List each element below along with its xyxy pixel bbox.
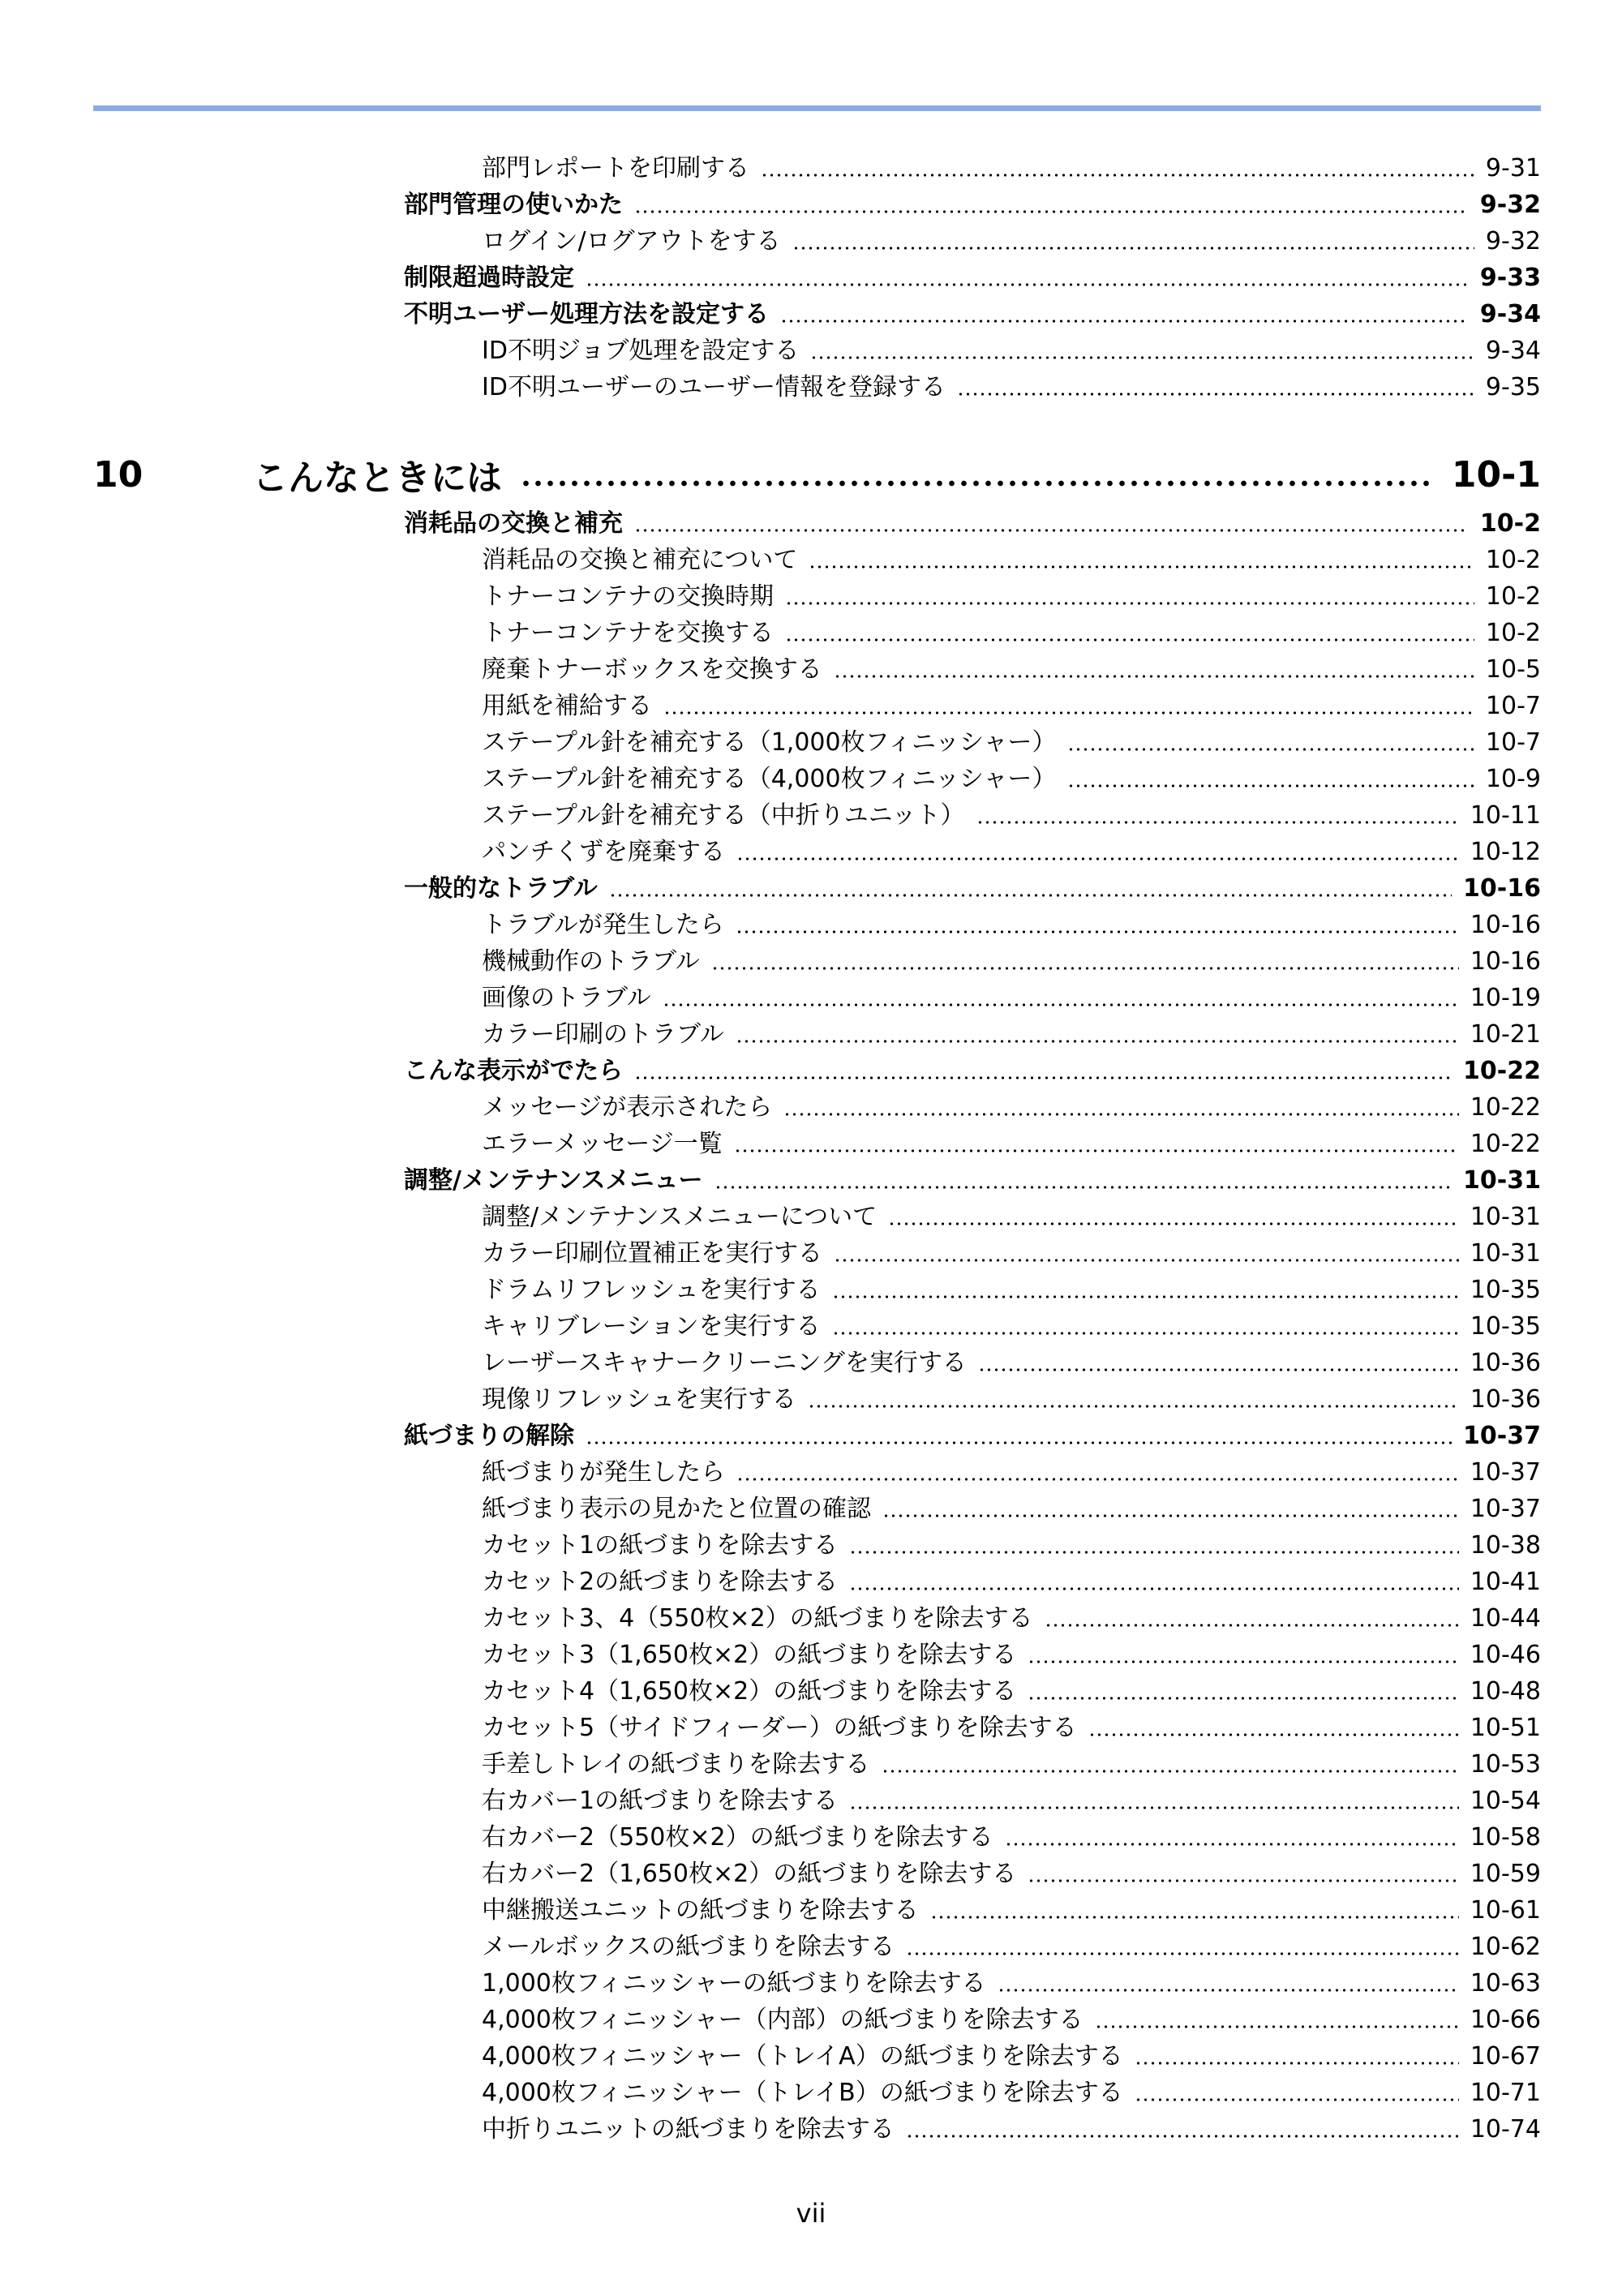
toc-entry[interactable] <box>482 2041 1541 2073</box>
dot-leader <box>711 966 1459 971</box>
toc-entry[interactable] <box>482 1311 1541 1343</box>
dot-leader <box>1088 1732 1459 1737</box>
toc-entry-title: 調整/メンテナンスメニューについて <box>482 1203 878 1231</box>
toc-entry-page: 10-41 <box>1470 1568 1541 1596</box>
dot-leader <box>930 1915 1459 1920</box>
chapter-page-number: 10-1 <box>1451 453 1541 496</box>
toc-entry-page: 9-33 <box>1479 264 1541 292</box>
dot-leader <box>609 893 1452 898</box>
dot-leader <box>1045 1623 1459 1628</box>
toc-entry-page: 10-36 <box>1470 1349 1541 1377</box>
toc-entry-title: 4,000枚フィニッシャー（内部）の紙づまりを除去する <box>482 2006 1083 2034</box>
dot-leader <box>888 1221 1459 1226</box>
toc-entry-title: トナーコンテナの交換時期 <box>482 582 774 611</box>
dot-leader <box>783 1112 1459 1117</box>
toc-entry-page: 10-31 <box>1470 1203 1541 1231</box>
toc-entry-title: 部門管理の使いかた <box>404 191 623 219</box>
toc-entry-page: 10-37 <box>1463 1422 1541 1450</box>
toc-entry-page: 10-37 <box>1470 1458 1541 1487</box>
dot-leader <box>736 1477 1459 1482</box>
toc-entry-title: 廃棄トナーボックスを交換する <box>482 655 822 684</box>
toc-entry[interactable] <box>482 225 1541 258</box>
toc-entry-title: ログイン/ログアウトをする <box>482 227 781 255</box>
dot-leader <box>1135 2061 1459 2066</box>
toc-entry[interactable] <box>482 946 1541 978</box>
toc-entry-title: 用紙を補給する <box>482 692 652 720</box>
toc-entry-title: メッセージが表示されたら <box>482 1093 773 1122</box>
toc-entry-title: エラーメッセージ一覧 <box>482 1130 723 1158</box>
toc-entry[interactable] <box>482 2114 1541 2146</box>
toc-entry[interactable] <box>482 1530 1541 1562</box>
toc-entry[interactable] <box>404 1055 1541 1088</box>
dot-leader <box>1028 1659 1459 1664</box>
toc-entry-title: 中折りユニットの紙づまりを除去する <box>482 2115 895 2144</box>
dot-leader <box>761 173 1474 178</box>
toc-entry-title: メールボックスの紙づまりを除去する <box>482 1933 895 1961</box>
toc-entry-page: 10-37 <box>1470 1495 1541 1523</box>
toc-entry-page: 10-31 <box>1463 1166 1541 1195</box>
dot-leader <box>882 1513 1459 1518</box>
dot-leader <box>832 1294 1459 1299</box>
toc-entry-title: こんな表示がでたら <box>404 1057 623 1085</box>
toc-entry-title: ID不明ユーザーのユーザー情報を登録する <box>482 373 946 401</box>
toc-entry-page: 10-44 <box>1470 1604 1541 1633</box>
dot-leader <box>1028 1878 1459 1883</box>
toc-entry-page: 10-9 <box>1485 765 1541 793</box>
dot-leader <box>780 319 1469 324</box>
toc-entry-title: 1,000枚フィニッシャーの紙づまりを除去する <box>482 1969 986 1998</box>
toc-entry-title: 紙づまりが発生したら <box>482 1458 725 1487</box>
chapter-title: こんなときには <box>252 457 502 499</box>
toc-entry[interactable] <box>482 1384 1541 1416</box>
toc-entry-title: カラー印刷のトラブル <box>482 1020 724 1049</box>
toc-entry-page: 10-53 <box>1470 1750 1541 1779</box>
toc-entry-page: 9-31 <box>1485 154 1541 182</box>
toc-entry[interactable] <box>482 1895 1541 1927</box>
toc-entry[interactable] <box>482 1274 1541 1307</box>
dot-leader <box>832 1331 1459 1336</box>
dot-leader <box>882 1769 1459 1774</box>
toc-entry[interactable] <box>482 2077 1541 2109</box>
toc-entry-page: 9-35 <box>1485 373 1541 401</box>
toc-entry-page: 10-2 <box>1485 546 1541 574</box>
toc-entry-page: 10-12 <box>1470 838 1541 866</box>
dot-leader <box>586 1440 1452 1445</box>
toc-entry[interactable] <box>482 654 1541 686</box>
toc-entry-title: 手差しトレイの紙づまりを除去する <box>482 1750 870 1779</box>
toc-entry-title: ステープル針を補充する（4,000枚フィニッシャー） <box>482 765 1057 793</box>
toc-entry[interactable] <box>482 800 1541 832</box>
toc-entry[interactable] <box>482 1457 1541 1489</box>
toc-entry[interactable] <box>404 1165 1541 1197</box>
toc-entry-title: トナーコンテナを交換する <box>482 619 774 647</box>
dot-leader <box>1095 2024 1459 2029</box>
toc-entry-title: 紙づまり表示の見かたと位置の確認 <box>482 1495 871 1523</box>
dot-leader <box>834 1258 1459 1263</box>
dot-leader <box>906 2134 1459 2139</box>
dot-leader <box>714 1185 1452 1190</box>
toc-entry-title: キャリブレーションを実行する <box>482 1312 821 1341</box>
toc-entry[interactable] <box>404 262 1541 294</box>
toc-entry-title: カセット3、4（550枚×2）の紙づまりを除去する <box>482 1604 1033 1633</box>
toc-entry-title: 中継搬送ユニットの紙づまりを除去する <box>482 1896 919 1925</box>
toc-entry-title: 右カバー1の紙づまりを除去する <box>482 1787 839 1815</box>
toc-entry[interactable] <box>482 1785 1541 1817</box>
toc-entry[interactable] <box>482 1019 1541 1051</box>
toc-entry-page: 10-11 <box>1470 801 1541 830</box>
dot-leader <box>906 1951 1459 1956</box>
toc-entry-title: ID不明ジョブ処理を設定する <box>482 337 800 365</box>
toc-entry-title: 消耗品の交換と補充 <box>404 509 623 538</box>
dot-leader <box>810 355 1474 360</box>
dot-leader <box>663 710 1474 715</box>
toc-entry-title: カセット4（1,650枚×2）の紙づまりを除去する <box>482 1677 1017 1706</box>
dot-leader <box>736 929 1459 934</box>
toc-entry[interactable] <box>404 298 1541 331</box>
toc-entry[interactable] <box>482 836 1541 869</box>
dot-leader <box>808 1404 1459 1409</box>
toc-entry[interactable] <box>482 1931 1541 1963</box>
toc-entry-page: 10-16 <box>1463 874 1541 903</box>
toc-entry-page: 10-48 <box>1470 1677 1541 1706</box>
dot-leader <box>834 674 1474 679</box>
toc-entry-title: 現像リフレッシュを実行する <box>482 1385 796 1414</box>
toc-entry-title: 部門レポートを印刷する <box>482 154 749 182</box>
toc-entry[interactable] <box>482 1749 1541 1781</box>
toc-entry[interactable] <box>482 1201 1541 1234</box>
toc-entry-page: 10-22 <box>1470 1130 1541 1158</box>
toc-entry[interactable] <box>482 1092 1541 1124</box>
toc-entry[interactable] <box>482 982 1541 1015</box>
toc-entry[interactable] <box>482 1968 1541 2000</box>
toc-entry-title: ドラムリフレッシュを実行する <box>482 1276 821 1304</box>
toc-entry-page: 10-7 <box>1485 728 1541 757</box>
dot-leader <box>785 601 1474 606</box>
toc-entry-page: 10-36 <box>1470 1385 1541 1414</box>
toc-entry[interactable] <box>482 1712 1541 1745</box>
toc-entry-page: 10-5 <box>1485 655 1541 684</box>
toc-entry-page: 10-7 <box>1485 692 1541 720</box>
page-footer-number: vii <box>796 2198 826 2229</box>
dot-leader <box>634 1075 1452 1080</box>
toc-entry-page: 10-62 <box>1470 1933 1541 1961</box>
dot-leader <box>849 1805 1459 1810</box>
toc-entry[interactable] <box>482 1347 1541 1380</box>
toc-entry-page: 9-32 <box>1479 191 1541 219</box>
toc-entry-page: 10-2 <box>1485 619 1541 647</box>
dot-leader <box>809 564 1474 569</box>
toc-entry[interactable] <box>482 1238 1541 1270</box>
toc-entry-page: 10-35 <box>1470 1276 1541 1304</box>
toc-entry-page: 10-31 <box>1470 1239 1541 1268</box>
toc-entry-title: 画像のトラブル <box>482 984 651 1012</box>
dot-leader <box>634 209 1469 214</box>
toc-entry-title: ステープル針を補充する（1,000枚フィニッシャー） <box>482 728 1057 757</box>
toc-entry-page: 9-32 <box>1485 227 1541 255</box>
toc-entry-page: 10-58 <box>1470 1823 1541 1852</box>
toc-entry-title: パンチくずを廃棄する <box>482 838 725 866</box>
toc-entry-page: 10-61 <box>1470 1896 1541 1925</box>
toc-entry-title: トラブルが発生したら <box>482 911 724 939</box>
toc-entry-title: 一般的なトラブル <box>404 874 598 903</box>
toc-entry-page: 10-59 <box>1470 1860 1541 1888</box>
dot-leader <box>520 479 1434 487</box>
toc-entry[interactable] <box>482 1128 1541 1161</box>
dot-leader <box>1067 783 1474 788</box>
toc-entry-page: 10-71 <box>1470 2079 1541 2107</box>
toc-entry-title: 右カバー2（1,650枚×2）の紙づまりを除去する <box>482 1860 1017 1888</box>
toc-entry-page: 10-16 <box>1470 947 1541 976</box>
toc-entry[interactable] <box>482 727 1541 759</box>
toc-entry[interactable] <box>482 544 1541 577</box>
toc-entry[interactable] <box>482 1493 1541 1526</box>
dot-leader <box>785 637 1474 642</box>
toc-entry[interactable] <box>482 690 1541 723</box>
dot-leader <box>849 1550 1459 1555</box>
toc-entry-title: 調整/メンテナンスメニュー <box>404 1166 703 1195</box>
toc-entry[interactable] <box>482 617 1541 650</box>
toc-entry-title: 紙づまりの解除 <box>404 1422 574 1450</box>
chapter-number: 10 <box>93 453 144 496</box>
toc-entry[interactable] <box>482 1822 1541 1854</box>
toc-entry-page: 10-2 <box>1479 509 1541 538</box>
dot-leader <box>1067 747 1474 752</box>
toc-entry-title: 4,000枚フィニッシャー（トレイA）の紙づまりを除去する <box>482 2042 1123 2071</box>
dot-leader <box>849 1586 1459 1591</box>
toc-entry[interactable] <box>404 189 1541 221</box>
toc-entry-page: 9-34 <box>1479 300 1541 328</box>
header-rule <box>93 105 1541 111</box>
toc-entry-title: カセット1の紙づまりを除去する <box>482 1531 839 1560</box>
toc-entry[interactable] <box>482 335 1541 367</box>
toc-entry-page: 10-2 <box>1485 582 1541 611</box>
toc-entry-page: 10-74 <box>1470 2115 1541 2144</box>
toc-entry[interactable] <box>482 371 1541 404</box>
toc-entry-title: 4,000枚フィニッシャー（トレイB）の紙づまりを除去する <box>482 2079 1123 2107</box>
toc-entry[interactable] <box>482 152 1541 185</box>
toc-entry[interactable] <box>482 1639 1541 1672</box>
toc-entry-title: カセット2の紙づまりを除去する <box>482 1568 839 1596</box>
toc-entry[interactable] <box>482 2004 1541 2036</box>
toc-entry-page: 10-54 <box>1470 1787 1541 1815</box>
toc-entry[interactable] <box>404 1420 1541 1453</box>
dot-leader <box>978 1367 1459 1372</box>
toc-entry-title: ステープル針を補充する（中折りユニット） <box>482 801 965 830</box>
chapter-heading[interactable] <box>93 450 1541 499</box>
toc-entry-page: 10-63 <box>1470 1969 1541 1998</box>
toc-entry-title: レーザースキャナークリーニングを実行する <box>482 1349 967 1377</box>
toc-entry-page: 10-21 <box>1470 1020 1541 1049</box>
dot-leader <box>634 528 1469 533</box>
toc-entry-title: カラー印刷位置補正を実行する <box>482 1239 822 1268</box>
toc-entry-page: 10-19 <box>1470 984 1541 1012</box>
dot-leader <box>998 1988 1459 1993</box>
toc-entry[interactable] <box>482 1566 1541 1599</box>
dot-leader <box>663 1002 1459 1007</box>
toc-entry-page: 9-34 <box>1485 337 1541 365</box>
dot-leader <box>1135 2097 1459 2102</box>
toc-entry-title: 右カバー2（550枚×2）の紙づまりを除去する <box>482 1823 993 1852</box>
toc-entry-page: 10-35 <box>1470 1312 1541 1341</box>
toc-entry[interactable] <box>482 1858 1541 1890</box>
toc-entry[interactable] <box>404 508 1541 540</box>
toc-entry-page: 10-51 <box>1470 1714 1541 1742</box>
dot-leader <box>957 392 1474 397</box>
dot-leader <box>736 1039 1459 1044</box>
toc-entry[interactable] <box>482 581 1541 613</box>
toc-entry-title: 制限超過時設定 <box>404 264 574 292</box>
toc-entry[interactable] <box>482 1603 1541 1635</box>
toc-entry-page: 10-66 <box>1470 2006 1541 2034</box>
toc-entry-title: 機械動作のトラブル <box>482 947 700 976</box>
toc-entry[interactable] <box>404 873 1541 905</box>
dot-leader <box>792 246 1474 251</box>
dot-leader <box>586 282 1469 287</box>
toc-entry-page: 10-22 <box>1470 1093 1541 1122</box>
toc-entry[interactable] <box>482 1676 1541 1708</box>
toc-entry-title: カセット5（サイドフィーダー）の紙づまりを除去する <box>482 1714 1077 1742</box>
dot-leader <box>1028 1696 1459 1701</box>
dot-leader <box>1005 1842 1459 1847</box>
toc-entry-page: 10-22 <box>1463 1057 1541 1085</box>
toc-entry-page: 10-46 <box>1470 1641 1541 1669</box>
toc-entry-title: 不明ユーザー処理方法を設定する <box>404 300 769 328</box>
toc-entry[interactable] <box>482 763 1541 796</box>
dot-leader <box>734 1148 1459 1153</box>
toc-entry[interactable] <box>482 909 1541 942</box>
toc-entry-title: 消耗品の交換と補充について <box>482 546 798 574</box>
toc-entry-page: 10-16 <box>1470 911 1541 939</box>
dot-leader <box>736 856 1459 861</box>
toc-entry-title: カセット3（1,650枚×2）の紙づまりを除去する <box>482 1641 1017 1669</box>
toc-entry-page: 10-67 <box>1470 2042 1541 2071</box>
toc-entry-page: 10-38 <box>1470 1531 1541 1560</box>
dot-leader <box>976 820 1459 825</box>
